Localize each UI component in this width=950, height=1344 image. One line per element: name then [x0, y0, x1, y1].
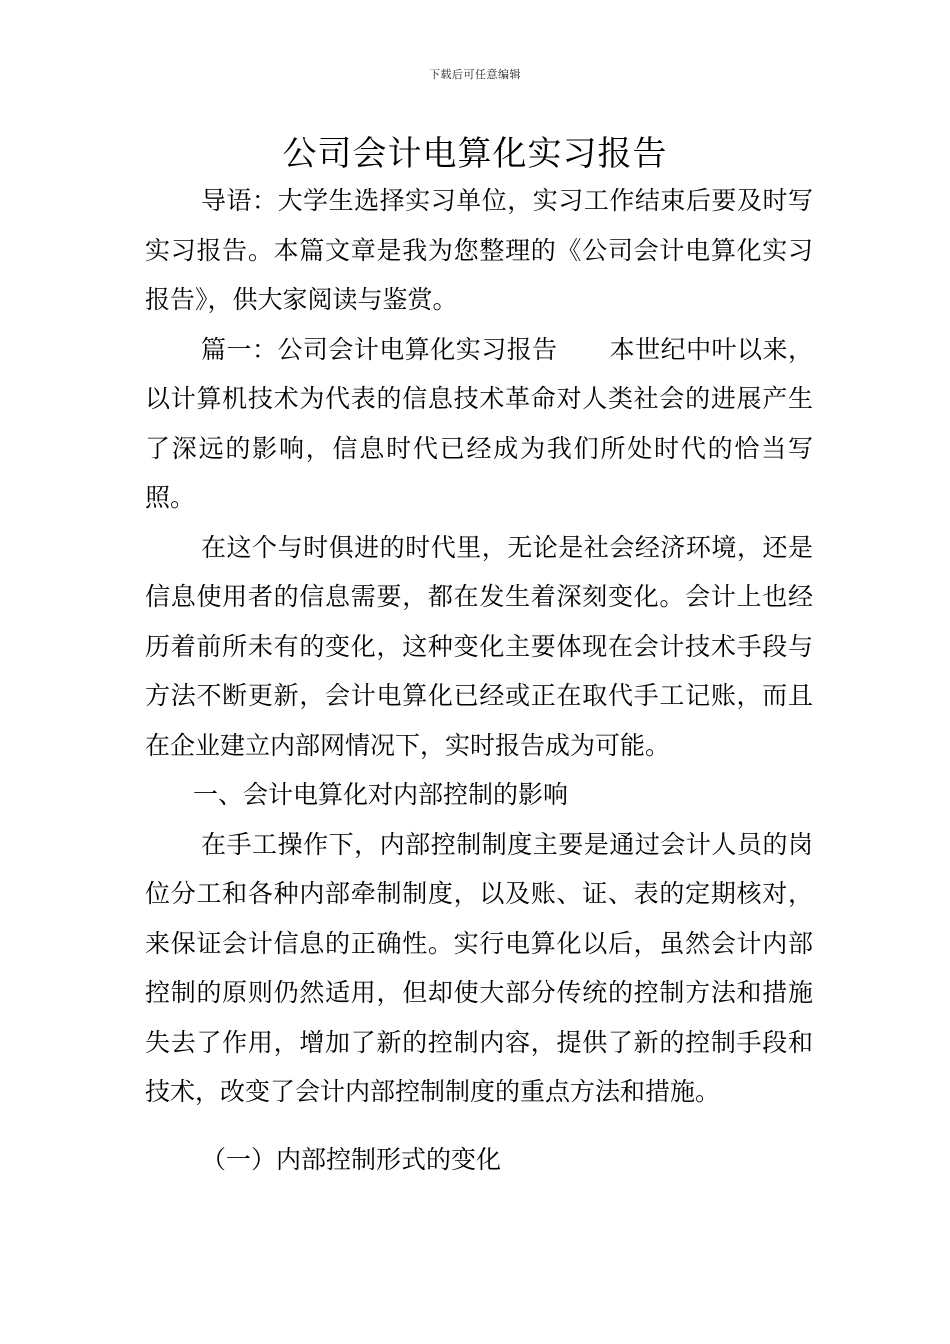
chapter-text: 本世纪中叶以来，以计算机技术为代表的信息技术革命对人类社会的进展产生了深远的影响，信息时代已经成为我们所处时代的恰当写照。 — [145, 334, 813, 512]
intro-paragraph: 导语：大学生选择实习单位，实习工作结束后要及时写实习报告。本篇文章是我为您整理的《公司会计电算化实习报告》，供大家阅读与鉴赏。 — [145, 186, 813, 314]
paragraph-2: 在这个与时俱进的时代里，无论是社会经济环境，还是信息使用者的信息需要，都在发生着深刻变化。会计上也经历着前所未有的变化，这种变化主要体现在会计技术手段与方法不断更新，会计电算化已经或正在取代手工记账，而且在企业建立内部网情况下，实时报告成为可能。 — [145, 532, 813, 760]
document-title: 公司会计电算化实习报告 — [282, 134, 668, 174]
chapter-paragraph — [145, 325, 813, 523]
header-note: 下载后可任意编辑 — [429, 68, 521, 81]
subsection-heading-1: （一）内部控制形式的变化 — [201, 1144, 502, 1174]
section-heading-1: 一、会计电算化对内部控制的影响 — [193, 780, 569, 809]
paragraph-3: 在手工操作下，内部控制制度主要是通过会计人员的岗位分工和各种内部牵制制度，以及账、证、表的定期核对，来保证会计信息的正确性。实行电算化以后，虽然会计内部控制的原则仍然适用，但却使大部分传统的控制方法和措施失去了作用，增加了新的控制内容，提供了新的控制手段和技术，改变了会计内部控制制度的重点方法和措施。 — [145, 829, 813, 1106]
document-body — [145, 176, 813, 1184]
chapter-label: 篇一：公司会计电算化实习报告 — [201, 334, 558, 364]
